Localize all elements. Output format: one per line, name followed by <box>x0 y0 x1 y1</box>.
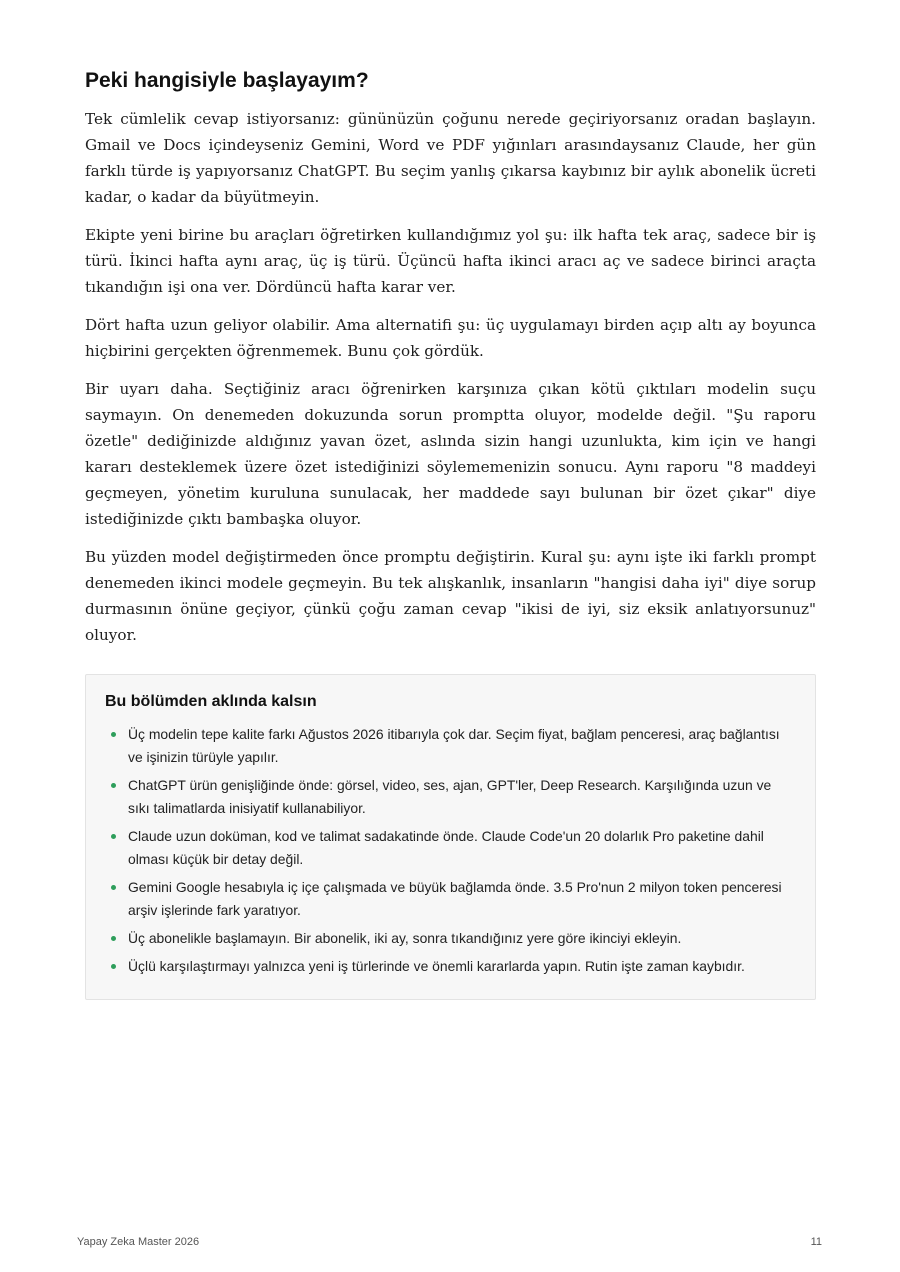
bullet-dot-icon <box>111 834 116 839</box>
body-paragraph: Tek cümlelik cevap istiyorsanız: gününüzün çoğunu nerede geçiriyorsanız oradan başlayın. Gmail ve Docs içindeyseniz Gemini, Word ve PDF yığınları arasındaysanız Claude, her gün farklı türde iş yapıyorsanız ChatGPT. Bu seçim yanlış çıkarsa kaybınız bir aylık abonelik ücreti kadar, o kadar da büyütmeyin. <box>85 110 816 206</box>
summary-item-text: ChatGPT ürün genişliğinde önde: görsel, video, ses, ajan, GPT'ler, Deep Research. Karşılığında uzun ve sıkı talimatlarda inisiyatif kullanabiliyor. <box>128 777 772 816</box>
body-paragraph: Bu yüzden model değiştirmeden önce promptu değiştirin. Kural şu: aynı işte iki farklı prompt denemeden ikinci modele geçmeyin. Bu tek alışkanlık, insanların "hangisi daha iyi" diye sorup durmasının önüne geçiyor, çünkü çoğu zaman cevap "ikisi de iyi, siz eksik anlatıyorsunuz" oluyor. <box>85 548 816 644</box>
body-paragraph: Ekipte yeni birine bu araçları öğretirken kullandığımız yol şu: ilk hafta tek araç, sadece bir iş türü. İkinci hafta aynı araç, üç iş türü. Üçüncü hafta ikinci aracı aç ve sadece birinci araçta tıkandığın işi ona ver. Dördüncü hafta karar ver. <box>85 226 816 296</box>
summary-box <box>85 674 816 1000</box>
bullet-dot-icon <box>111 936 116 941</box>
bullet-dot-icon <box>111 783 116 788</box>
footer-book-title: Yapay Zeka Master 2026 <box>77 1236 200 1248</box>
summary-item <box>105 825 795 871</box>
footer-page-number: 11 <box>810 1236 822 1248</box>
body-paragraph: Bir uyarı daha. Seçtiğiniz aracı öğrenirken karşınıza çıkan kötü çıktıları modelin suçu saymayın. On denemeden dokuzunda sorun promptta oluyor, modelde değil. "Şu raporu özetle" dediğinizde aldığınız yavan özet, aslında sizin hangi uzunlukta, kim için ve hangi kararı desteklemek üzere özet istediğinizi söylememenizin sonucu. Aynı raporu "8 maddeyi geçmeyen, yönetim kuruluna sunulacak, her maddede sayı bulunan bir özet çıkar" diye istediğinizde çıktı bambaşka oluyor. <box>85 380 816 528</box>
summary-item-text: Üç abonelikle başlamayın. Bir abonelik, iki ay, sonra tıkandığınız yere göre ikinciyi ekleyin. <box>128 930 682 946</box>
page-content <box>85 66 816 1000</box>
summary-item <box>105 774 795 820</box>
summary-item-text: Üç modelin tepe kalite farkı Ağustos 2026 itibarıyla çok dar. Seçim fiyat, bağlam penceresi, araç bağlantısı ve işinizin türüyle yapılır. <box>128 726 780 765</box>
section-heading: Peki hangisiyle başlayayım? <box>85 69 369 92</box>
summary-item-text: Üçlü karşılaştırmayı yalnızca yeni iş türlerinde ve önemli kararlarda yapın. Rutin işte zaman kaybıdır. <box>128 958 745 974</box>
summary-item-text: Gemini Google hesabıyla iç içe çalışmada ve büyük bağlamda önde. 3.5 Pro'nun 2 milyon token penceresi arşiv işlerinde fark yaratıyor. <box>128 879 782 918</box>
summary-item <box>105 723 795 769</box>
bullet-dot-icon <box>111 885 116 890</box>
bullet-dot-icon <box>111 964 116 969</box>
summary-list <box>105 723 795 978</box>
summary-item-text: Claude uzun doküman, kod ve talimat sadakatinde önde. Claude Code'un 20 dolarlık Pro paketine dahil olması küçük bir detay değil. <box>128 828 764 867</box>
summary-item <box>105 876 795 922</box>
bullet-dot-icon <box>111 732 116 737</box>
body-paragraph: Dört hafta uzun geliyor olabilir. Ama alternatifi şu: üç uygulamayı birden açıp altı ay boyunca hiçbirini gerçekten öğrenmemek. Bunu çok gördük. <box>85 316 816 360</box>
summary-item <box>105 955 795 978</box>
summary-title: Bu bölümden aklında kalsın <box>105 693 317 710</box>
summary-item <box>105 927 795 950</box>
